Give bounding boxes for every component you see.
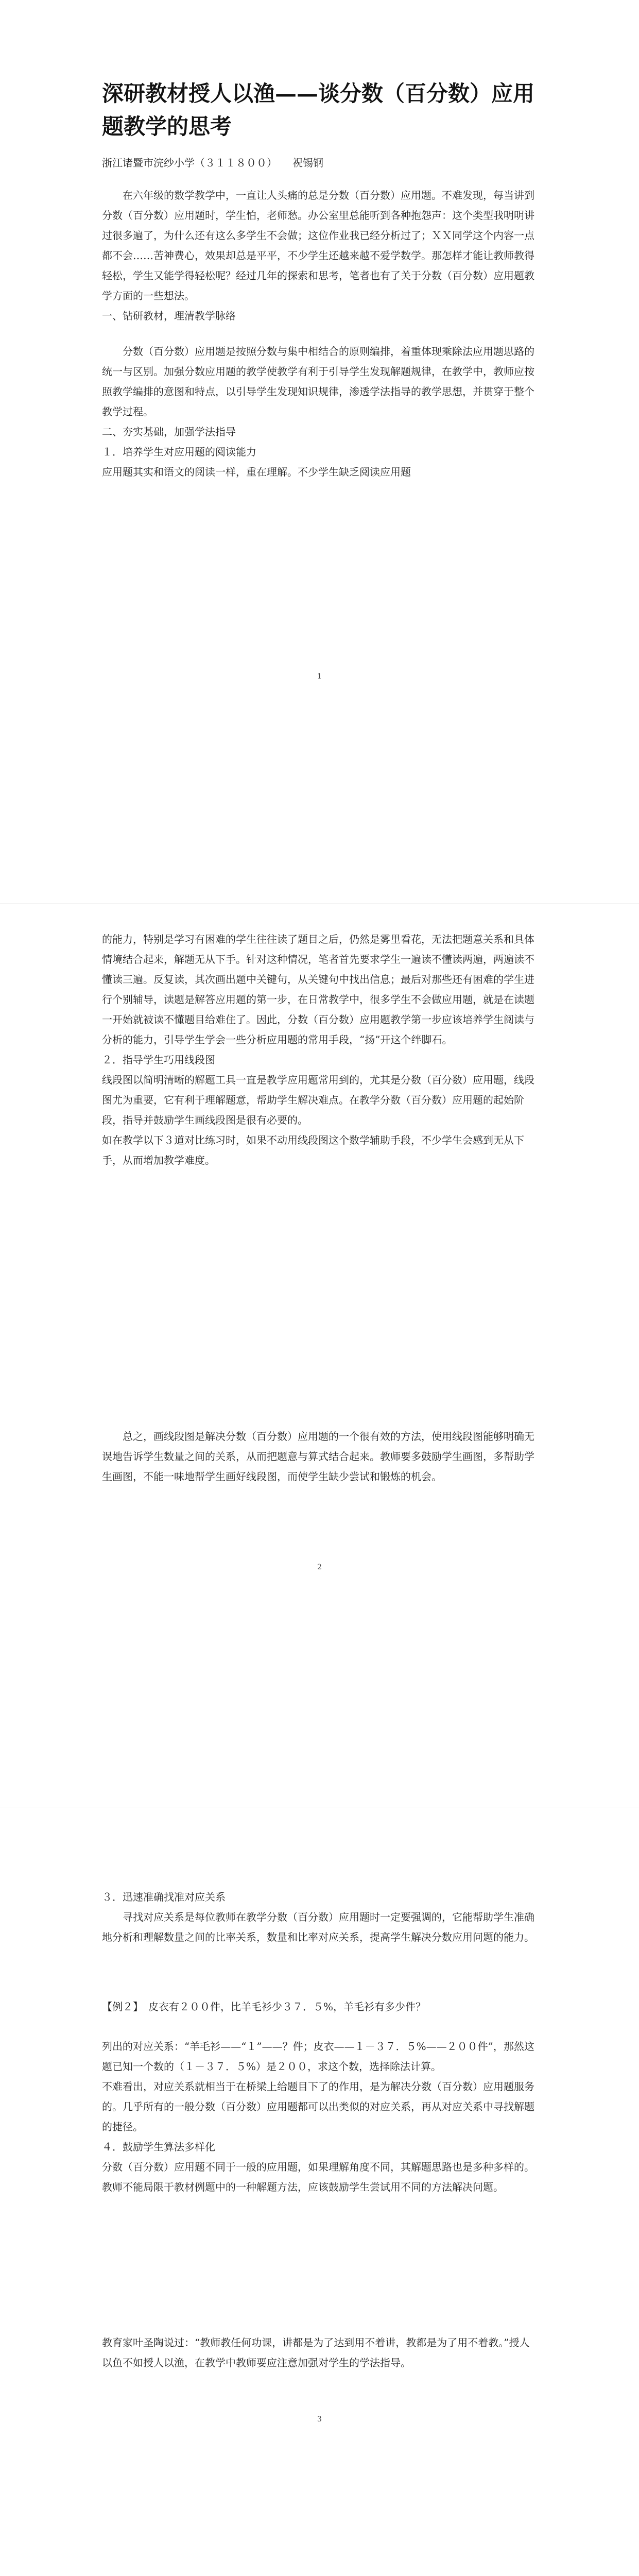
page-1-body (102, 185, 537, 482)
author-byline: 浙江诸暨市浣纱小学（３１１８００） 祝锡钢 (102, 157, 323, 169)
subheading-4: ４．鼓励学生算法多样化 (102, 2141, 215, 2153)
body-paragraph: 的能力，特别是学习有困难的学生往往读了题目之后，仍然是雾里看花，无法把题意关系和具体情境结合起来，解题无从下手。针对这种情况，笔者首先要求学生一遍读不懂读两遍，两遍读不懂读三遍。反复读，其次画出题中关键句，从关键句中找出信息；最后对那些还有困难的学生进行个别辅导，读题是解答应用题的第一步，在日常教学中，很多学生不会做应用题，就是在读题一开始就被读不懂题目给难住了。因此，分数（百分数）应用题教学第一步应该培养学生阅读与分析的能力，引导学生学会一些分析应用题的常用手段，“扬”开这个绊脚石。 (102, 933, 534, 1046)
subheading-3: ３．迅速准确找准对应关系 (102, 1891, 226, 1903)
subheading-2: ２．指导学生巧用线段图 (102, 1054, 215, 1066)
article-title: 深研教材授人以渔——谈分数（百分数）应用题教学的思考 (102, 81, 535, 139)
example-label: 【例２】 (102, 2001, 138, 2013)
page-3-body-b (102, 2037, 537, 2197)
page-1 (0, 0, 639, 904)
body-paragraph: 寻找对应关系是每位教师在教学分数（百分数）应用题时一定要强调的，它能帮助学生准确地分析和理解数量之间的比率关系，数量和比率对应关系，提高学生解决分数应用问题的能力。 (102, 1911, 534, 1943)
page-3-body-a (102, 1887, 537, 1947)
section-heading-1: 一、钻研教材，理清教学脉络 (102, 310, 236, 322)
page-number: 1 (317, 672, 322, 681)
body-paragraph: 如在教学以下３道对比练习时，如果不动用线段图这个数学辅助手段，不少学生会感到无从下手，从而增加教学难度。 (102, 1134, 524, 1166)
example-text: 皮衣有２００件，比羊毛衫少３７．５%，羊毛衫有多少件？ (138, 2001, 426, 2013)
body-paragraph: 不难看出，对应关系就相当于在桥梁上给题目下了的作用，是为解决分数（百分数）应用题服务的。几乎所有的一般分数（百分数）应用题都可以出类似的对应关系，再从对应关系中寻找解题的捷径。 (102, 2080, 534, 2133)
body-paragraph: 分数（百分数）应用题是按照分数与集中相结合的原则编排，着重体现乘除法应用题思路的统一与区别。加强分数应用题的教学使教学有利于引导学生发现解题规律，在教学中，教师应按照教学编排的意图和特点，以引导学生发现知识规律，渗透学法指导的教学思想，并贯穿于整个教学过程。 (102, 345, 534, 418)
page-number: 3 (317, 2415, 322, 2424)
section-heading-2: 二、夯实基础，加强学法指导 (102, 426, 236, 438)
intro-paragraph: 在六年级的数学教学中，一直让人头痛的总是分数（百分数）应用题。不难发现，每当讲到分数（百分数）应用题时，学生怕，老师愁。办公室里总能听到各种抱怨声：这个类型我明明讲过很多遍了，为什么还有这么多学生不会做；这位作业我已经分析过了；ＸＸ同学这个内容一点都不会……苦神费心，效果却总是平平，不少学生还越来越不爱学数学。那怎样才能让教师教得轻松，学生又能学得轻松呢？经过几年的探索和思考，笔者也有了关于分数（百分数）应用题教学方面的一些想法。 (102, 189, 534, 302)
page-2-body-a (102, 929, 537, 1171)
page-3-body-c (102, 2333, 537, 2373)
page-2-body-b (102, 1427, 537, 1487)
body-paragraph: 总之，画线段图是解决分数（百分数）应用题的一个很有效的方法，使用线段图能够明确无误地告诉学生数量之间的关系，从而把题意与算式结合起来。教师要多鼓励学生画图，多帮助学生画图，不能一味地帮学生画好线段图，而使学生缺少尝试和锻炼的机会。 (102, 1430, 534, 1483)
body-paragraph: 分数（百分数）应用题不同于一般的应用题，如果理解角度不同，其解题思路也是多种多样的。教师不能局限于教材例题中的一种解题方法，应该鼓励学生尝试用不同的方法解决问题。 (102, 2161, 534, 2193)
page-2 (0, 904, 639, 1807)
subheading-1: １．培养学生对应用题的阅读能力 (102, 446, 256, 458)
page-number: 2 (317, 1563, 322, 1571)
page-3-example (102, 1997, 537, 2017)
page-3 (0, 1807, 639, 2576)
body-paragraph: 应用题其实和语文的阅读一样，重在理解。不少学生缺乏阅读应用题 (102, 466, 411, 478)
body-paragraph: 线段图以简明清晰的解题工具一直是教学应用题常用到的，尤其是分数（百分数）应用题，线段图尤为重要，它有利于理解题意，帮助学生解决难点。在教学分数（百分数）应用题的起始阶段，指导并鼓励学生画线段图是很有必要的。 (102, 1074, 534, 1126)
body-paragraph: 教育家叶圣陶说过：“教师教任何功课，讲都是为了达到用不着讲，教都是为了用不着教。”授人以鱼不如授人以渔，在教学中教师要应注意加强对学生的学法指导。 (102, 2336, 530, 2369)
body-paragraph: 列出的对应关系：“羊毛衫——“１”——？件；皮衣——１－３７．５%——２００件”，那然这题已知一个数的（１－３７．５%）是２００，求这个数，选择除法计算。 (102, 2040, 534, 2073)
